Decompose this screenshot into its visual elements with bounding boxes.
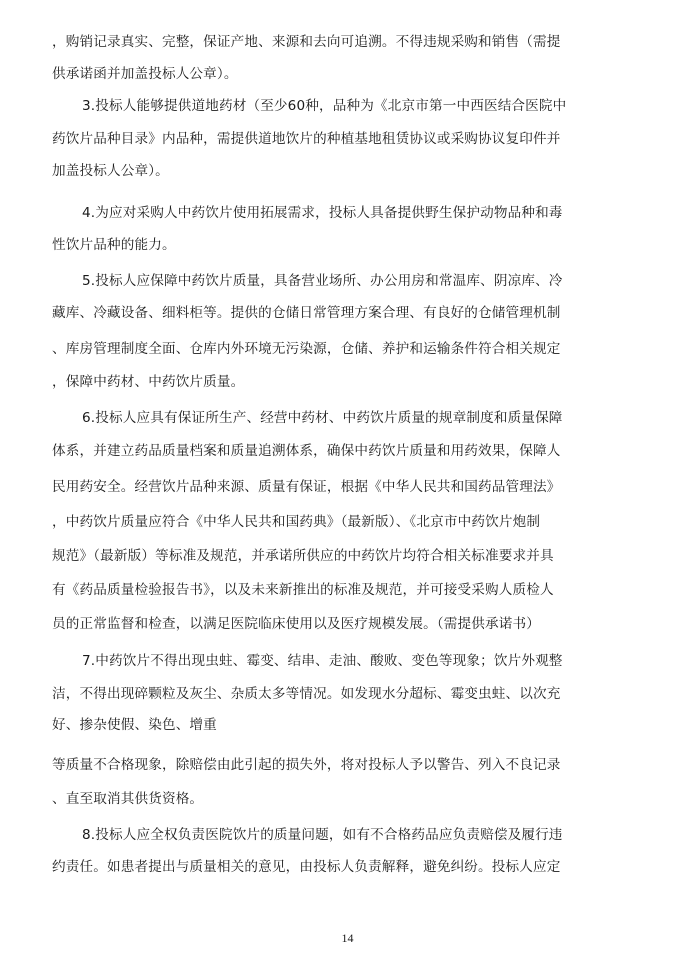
text-line: 等质量不合格现象，除赔偿由此引起的损失外，将对投标人予以警告、列入不良记录 [52,757,561,773]
text-line: 体系，并建立药品质量档案和质量追溯体系，确保中药饮片质量和用药效果，保障人 [52,443,561,459]
page-number: 14 [341,931,354,945]
text-line: 8.投标人应全权负责医院饮片的质量问题，如有不合格药品应负责赔偿及履行违 [82,827,563,843]
text-line: 洁，不得出现碎颗粒及灰尘、杂质太多等情况。如发现水分超标、霉变虫蛀、以次充 [52,686,561,702]
text-line: 4.为应对采购人中药饮片使用拓展需求，投标人具备提供野生保护动物品种和毒 [82,205,563,221]
text-line: 员的正常监督和检查，以满足医院临床使用以及医疗规模发展。（需提供承诺书） [52,616,540,632]
text-line: 有《药品质量检验报告书》，以及未来新推出的标准及规范，并可接受采购人质检人 [52,582,554,598]
text-line: 6.投标人应具有保证所生产、经营中药材、中药饮片质量的规章制度和质量保障 [82,410,563,426]
text-line: 好、掺杂使假、染色、增重 [52,717,217,733]
text-line: 、直至取消其供货资格。 [52,791,204,807]
text-line: 5.投标人应保障中药饮片质量，具备营业场所、办公用房和常温库、阴凉库、冷 [82,273,563,289]
text-line: 供承诺函并加盖投标人公章）。 [52,66,238,82]
text-line: 3.投标人能够提供道地药材（至少60种，品种为《北京市第一中西医结合医院中 [82,98,567,114]
text-line: 、库房管理制度全面、仓库内外环境无污染源，仓储、养护和运输条件符合相关规定 [52,341,561,357]
text-line: ，购销记录真实、完整，保证产地、来源和去向可追溯。不得违规采购和销售（需提 [52,34,561,50]
text-line: 药饮片品种目录》内品种，需提供道地饮片的种植基地租赁协议或采购协议复印件并 [52,131,561,147]
text-line: 藏库、冷藏设备、细料柜等。提供的仓储日常管理方案合理、有良好的仓储管理机制 [52,305,561,321]
text-line: 约责任。如患者提出与质量相关的意见，由投标人负责解释，避免纠纷。投标人应定 [52,859,561,875]
text-line: 加盖投标人公章）。 [52,163,169,179]
text-line: 规范》（最新版）等标准及规范，并承诺所供应的中药饮片均符合相关标准要求并具 [52,548,554,564]
text-line: 民用药安全。经营饮片品种来源、质量有保证，根据《中华人民共和国药品管理法》 [52,479,561,495]
text-line: ，保障中药材、中药饮片质量。 [52,374,245,390]
text-line: 性饮片品种的能力。 [52,237,176,253]
text-line: ，中药饮片质量应符合《中华人民共和国药典》（最新版）、《北京市中药饮片炮制 [52,514,541,530]
text-line: 7.中药饮片不得出现虫蛀、霉变、结串、走油、酸败、变色等现象；饮片外观整 [82,653,563,669]
